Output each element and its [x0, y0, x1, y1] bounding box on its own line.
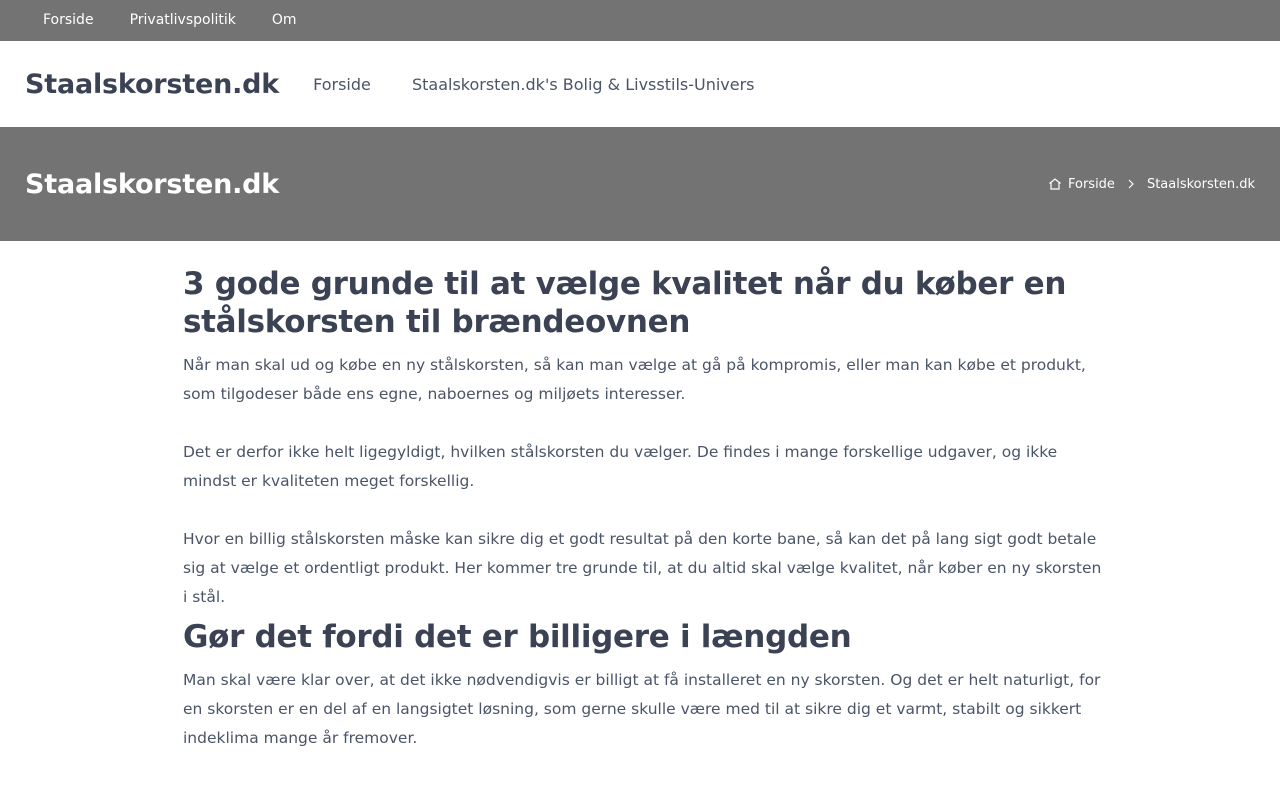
topbar-link-forside[interactable]: Forside: [43, 12, 94, 28]
home-icon: [1048, 177, 1062, 191]
topbar-link-om[interactable]: Om: [271, 12, 297, 28]
main-nav: [295, 75, 772, 94]
article-title: 3 gode grunde til at vælge kvalitet når du køber en stålskorsten til brændeovnen: [183, 266, 1067, 340]
section-heading: Gør det fordi det er billigere i længden: [183, 619, 852, 655]
page-title: Staalskorsten.dk: [25, 168, 280, 200]
site-logo[interactable]: Staalskorsten.dk: [25, 68, 280, 100]
article-paragraph: Det er derfor ikke helt ligegyldigt, hvilken stålskorsten du vælger. De findes i mange forskellige udgaver, og ikke mindst er kvaliteten meget forskellig.: [183, 443, 1058, 490]
section-paragraph: Man skal være klar over, at det ikke nødvendigvis er billigt at få installeret en ny skorsten. Og det er helt naturligt, for en skorsten er en del af en langsigtet løsning, som gerne skulle være med til at sikre dig et varmt, stabilt og sikkert indeklima mange år fremover.: [183, 671, 1101, 747]
article-paragraph: Hvor en billig stålskorsten måske kan sikre dig et godt resultat på den korte bane, så kan det på lang sigt godt betale sig at vælge et ordentligt produkt. Her kommer tre grunde til, at du altid skal vælge kvalitet, når køber en ny skorsten i stål.: [183, 530, 1102, 606]
article: [183, 241, 1103, 753]
topbar-link-privatlivspolitik[interactable]: Privatlivspolitik: [129, 12, 236, 28]
nav-item-univers[interactable]: Staalskorsten.dk's Bolig & Livsstils-Univers: [411, 74, 755, 94]
nav-item-forside[interactable]: Forside: [313, 74, 371, 94]
breadcrumb: [1048, 177, 1255, 192]
page-hero: [0, 127, 1280, 241]
article-paragraph: Når man skal ud og købe en ny stålskorsten, så kan man vælge at gå på kompromis, eller man kan købe et produkt, som tilgodeser både ens egne, naboernes og miljøets interesser.: [183, 356, 1086, 403]
site-header: [0, 41, 1280, 127]
breadcrumb-current: Staalskorsten.dk: [1146, 176, 1255, 192]
top-bar: [0, 0, 1280, 41]
chevron-right-icon: [1125, 178, 1137, 190]
breadcrumb-home-link[interactable]: Forside: [1067, 176, 1115, 192]
